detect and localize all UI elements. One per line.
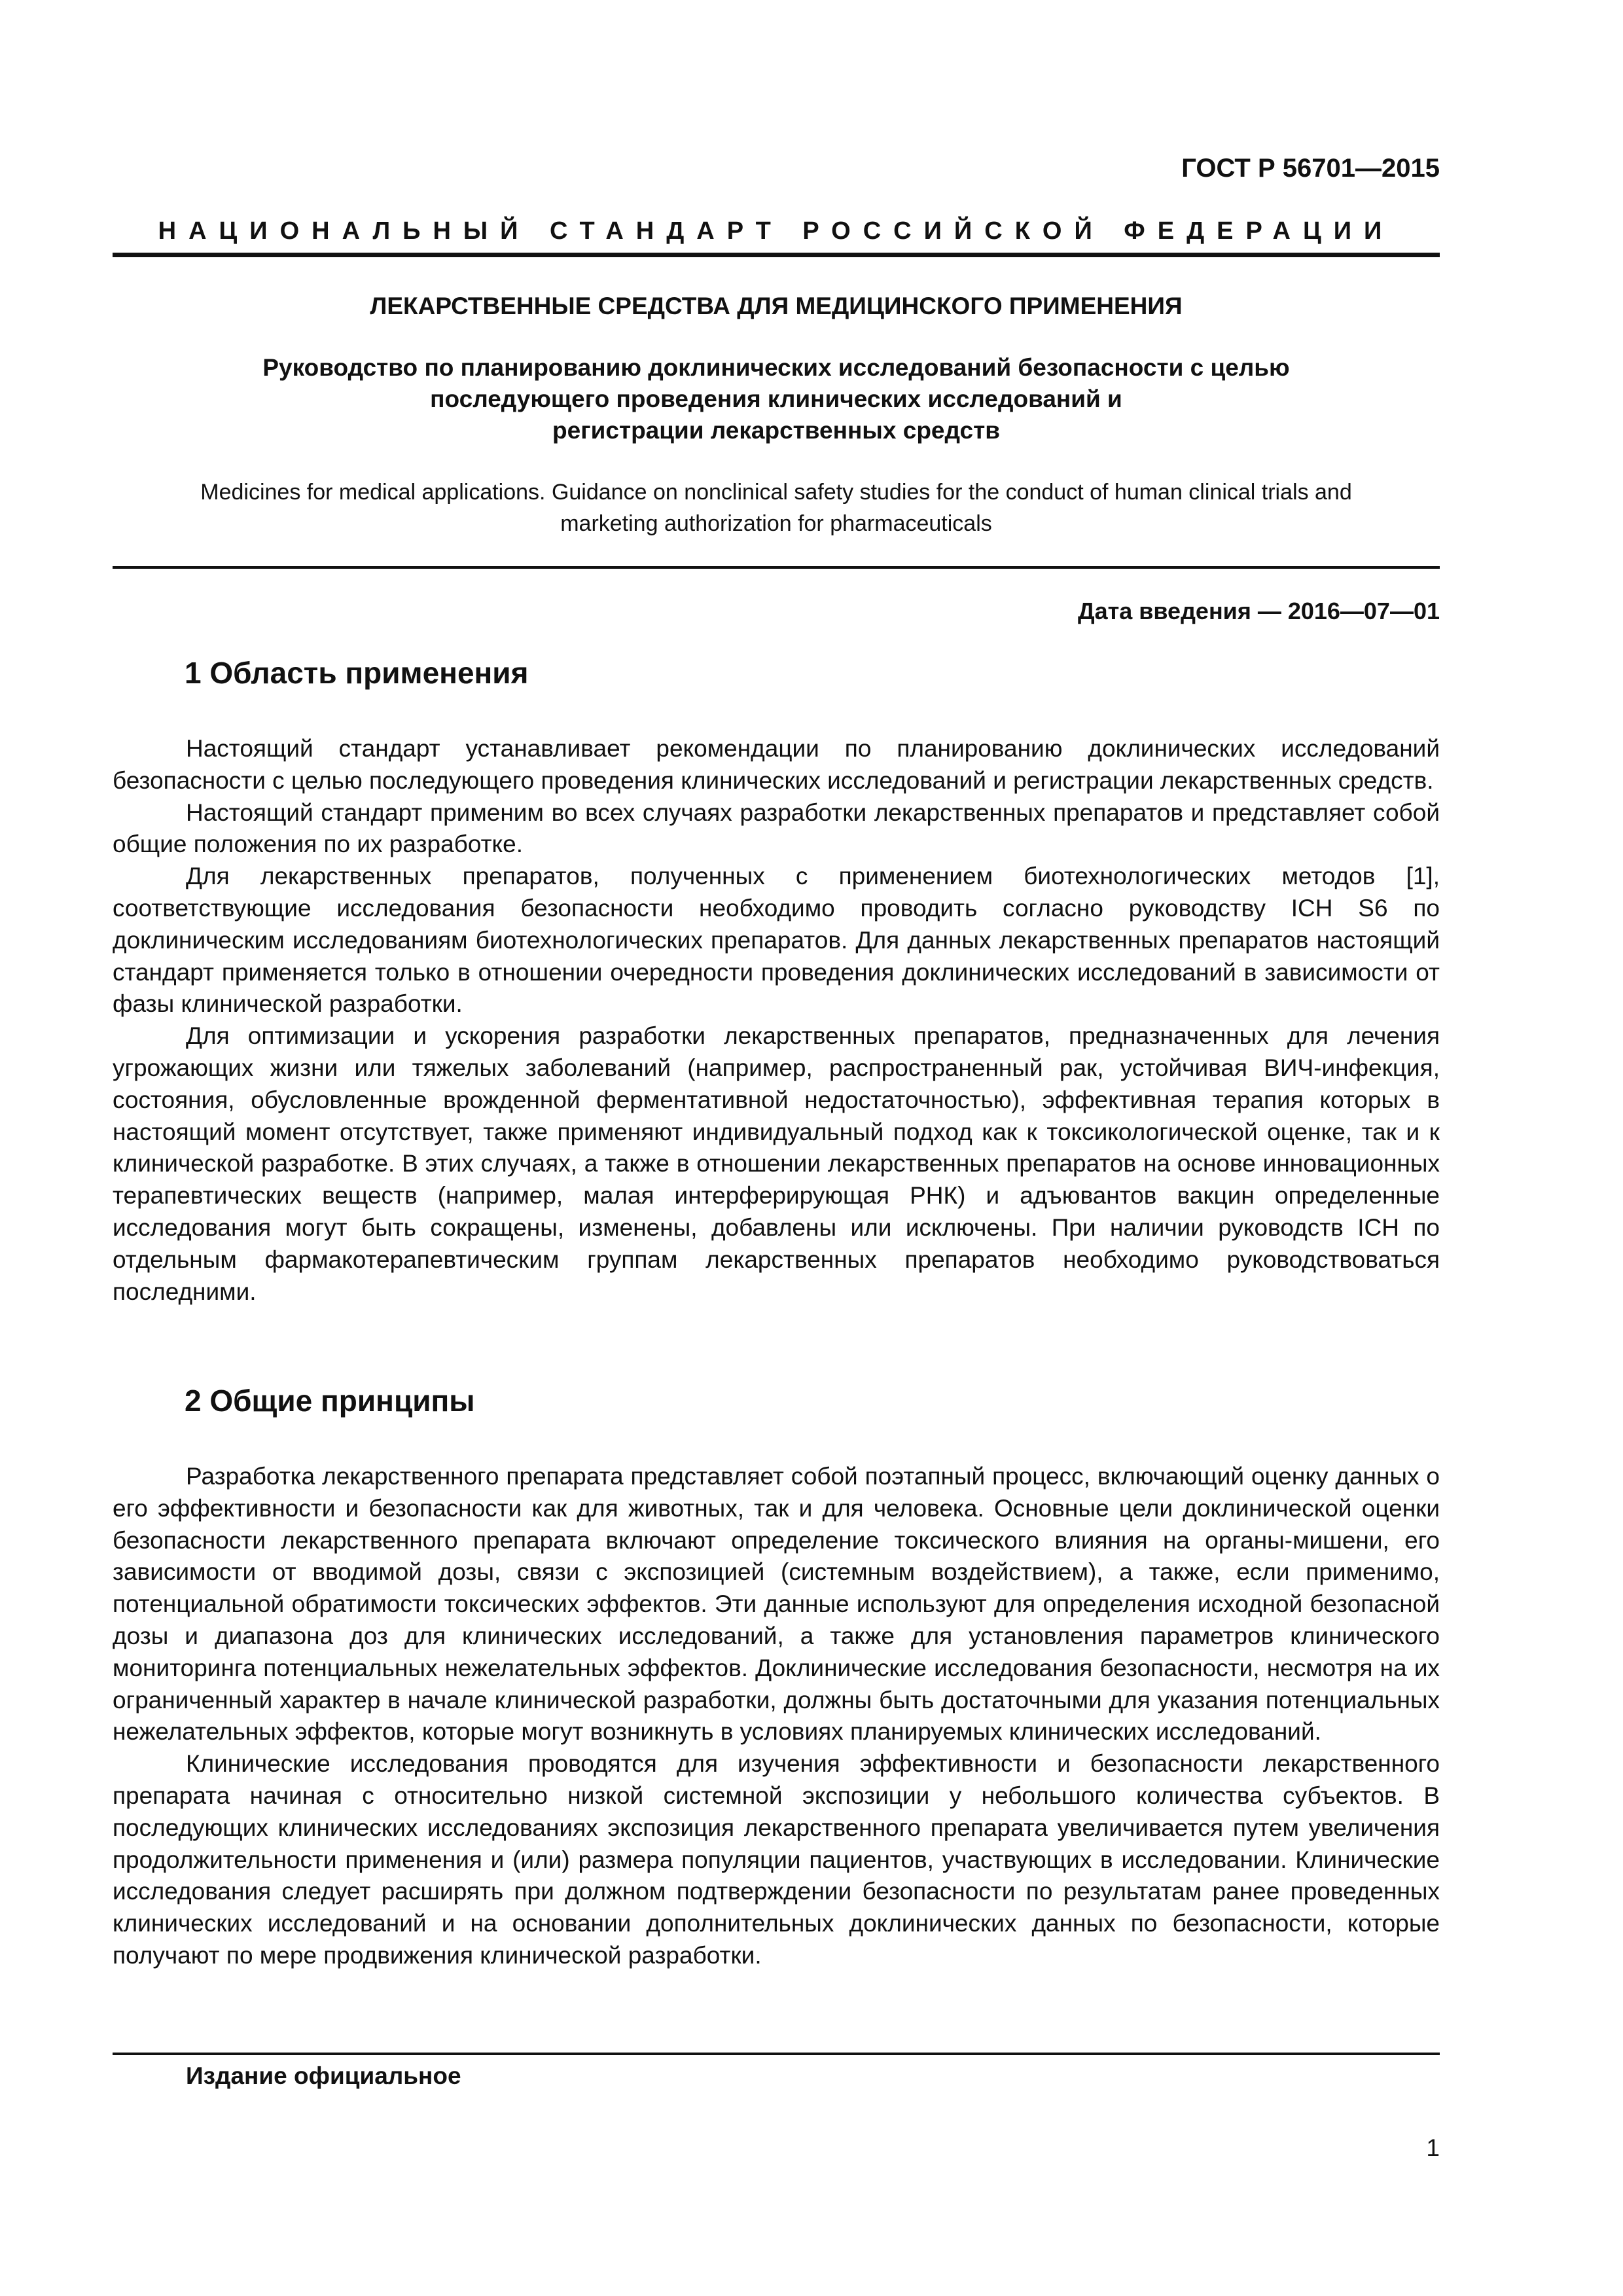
english-title-line: marketing authorization for pharmaceuticals [560, 511, 992, 536]
header-rule [113, 253, 1440, 257]
english-title-line: Medicines for medical applications. Guidance on nonclinical safety studies for the conduct of human clinical trials and [200, 480, 1352, 505]
footer-rule [113, 2053, 1440, 2055]
title-rule [113, 566, 1440, 569]
subtitle-line: последующего проведения клинических исследований и [430, 386, 1122, 412]
section-general-principles [113, 1381, 1440, 1972]
paragraph: Для лекарственных препаратов, полученных с применением биотехнологических методов [1], соответствующие исследования безопасности необходимо проводить согласно руководству ICH S6 по доклиническим исследованиям биотехнологических препаратов. Для данных лекарственных препаратов настоящий стандарт применяется только в отношении очередности проведения доклинических исследований в зависимости от фазы клинической разработки. [113, 863, 1440, 1018]
page-number: 1 [1426, 2134, 1440, 2161]
document-subtitle [113, 352, 1440, 446]
standard-number: ГОСТ Р 56701—2015 [1181, 154, 1440, 183]
paragraph: Настоящий стандарт устанавливает рекомендации по планированию доклинических исследований безопасности с целью последующего проведения клинических исследований и регистрации лекарственных средств. [113, 735, 1440, 794]
english-title [113, 476, 1440, 539]
paragraph: Клинические исследования проводятся для изучения эффективности и безопасности лекарственного препарата начиная с относительно низкой системной экспозиции у небольшого количества субъектов. В последующих клинических исследованиях экспозиция лекарственного препарата увеличивается путем увеличения продолжительности применения и (или) размера популяции пациентов, участвующих в исследовании. Клинические исследования следует расширять при должном подтверждении безопасности по результатам ранее проведенных клинических исследований и на основании дополнительных доклинических данных по безопасности, которые получают по мере продвижения клинической разработки. [113, 1750, 1440, 1969]
introduction-date: Дата введения — 2016—07—01 [1077, 598, 1440, 624]
official-edition-label: Издание официальное [186, 2062, 461, 2089]
subtitle-line: регистрации лекарственных средств [552, 417, 1000, 444]
section-heading: 2 Общие принципы [185, 1384, 475, 1418]
subtitle-line: Руководство по планированию доклинических исследований безопасности с целью [262, 354, 1290, 381]
section-heading: 1 Область применения [185, 656, 529, 690]
document-title: ЛЕКАРСТВЕННЫЕ СРЕДСТВА ДЛЯ МЕДИЦИНСКОГО ПРИМЕНЕНИЯ [370, 293, 1183, 319]
paragraph: Разработка лекарственного препарата представляет собой поэтапный процесс, включающий оценку данных о его эффективности и безопасности как для животных, так и для человека. Основные цели доклинической оценки безопасности лекарственного препарата включают определение токсического влияния на органы-мишени, его зависимости от вводимой дозы, связи с экспозицией (системным воздействием), а также, если применимо, потенциальной обратимости токсических эффектов. Эти данные используют для определения исходной безопасной дозы и диапазона доз для клинических исследований, а также для установления параметров клинического мониторинга потенциальных нежелательных эффектов. Доклинические исследования безопасности, несмотря на их ограниченный характер в начале клинической разработки, должны быть достаточными для указания потенциальных нежелательных эффектов, которые могут возникнуть в условиях планируемых клинических исследований. [113, 1463, 1440, 1746]
paragraph: Для оптимизации и ускорения разработки лекарственных препаратов, предназначенных для лечения угрожающих жизни или тяжелых заболеваний (например, распространенный рак, устойчивая ВИЧ-инфекция, состояния, обусловленные врожденной ферментативной недостаточностью), эффективная терапия которых в настоящий момент отсутствует, также применяют индивидуальный подход как к токсикологической оценке, так и к клинической разработке. В этих случаях, а также в отношении лекарственных препаратов на основе инновационных терапевтических веществ (например, малая интерферирующая РНК) и адъювантов вакцин определенные исследования могут быть сокращены, изменены, добавлены или исключены. При наличии руководств ICH по отдельным фармакотерапевтическим группам лекарственных препаратов необходимо руководствоваться последними. [113, 1022, 1440, 1305]
paragraph: Настоящий стандарт применим во всех случаях разработки лекарственных препаратов и представляет собой общие положения по их разработке. [113, 798, 1440, 858]
section-scope [113, 653, 1440, 1308]
national-standard-header: НАЦИОНАЛЬНЫЙ СТАНДАРТ РОССИЙСКОЙ ФЕДЕРАЦИИ [158, 217, 1395, 245]
